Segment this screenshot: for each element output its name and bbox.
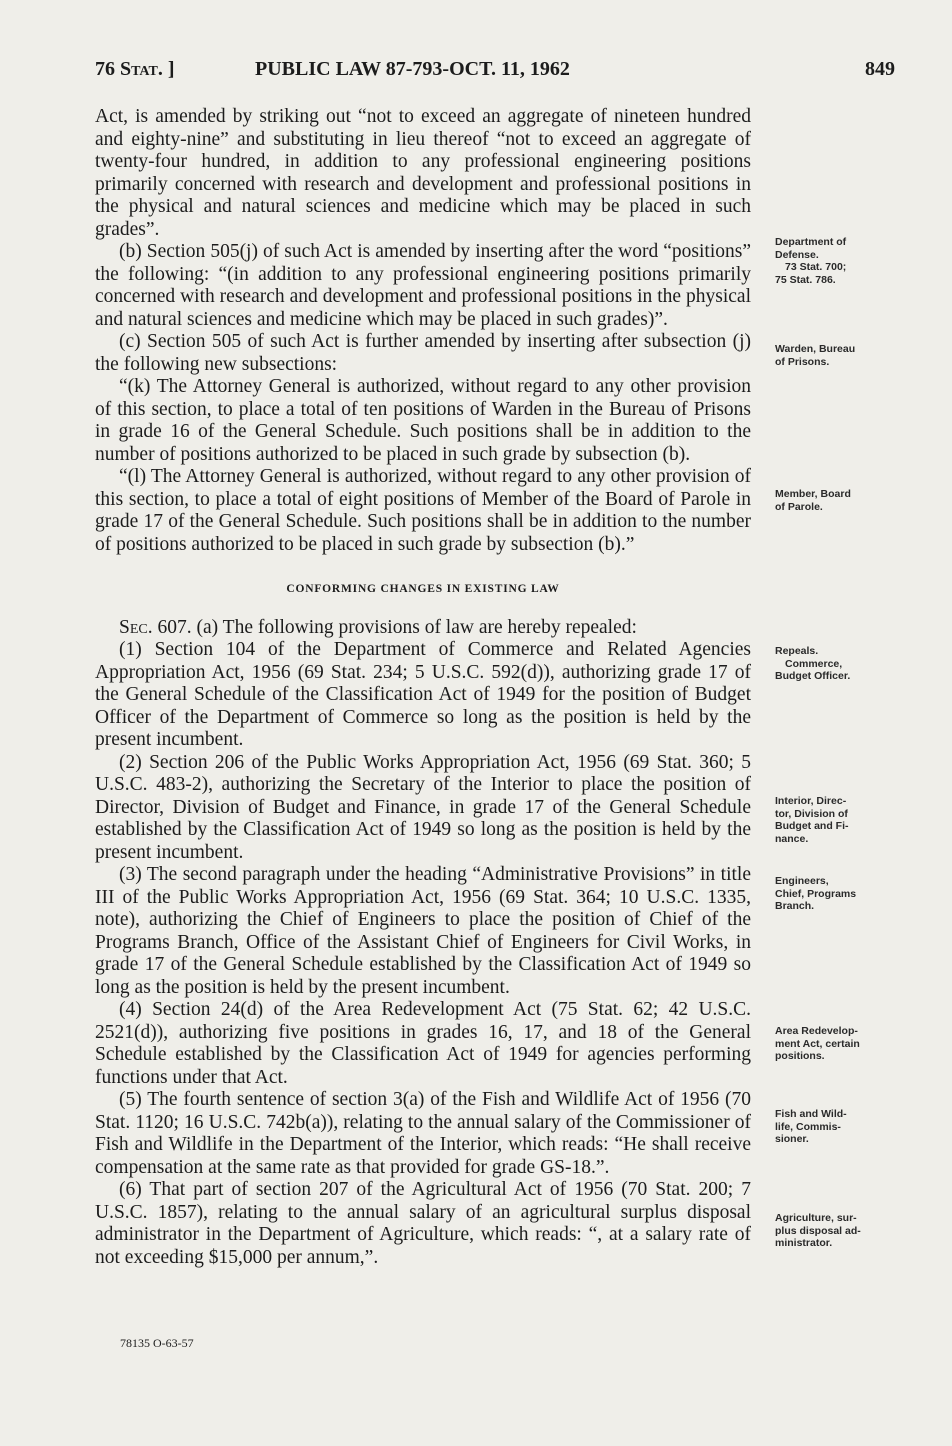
repeal-item-3: (3) The second paragraph under the heading “Administrative Provisions” in title III of the Public Works Appropriation Act, 1956 (69 Stat. 364; 10 U.S.C. 1335, note), authorizing the Chief of Engineers to place the position of Chief of the Programs Branch, Office of the Assistant Chief of Engineers for Civil Works, in grade 17 of the General Schedule established by the Classification Act of 1949 so long as the position is held by the present incumbent. (95, 864, 751, 998)
section-heading: CONFORMING CHANGES IN EXISTING LAW (286, 583, 560, 595)
margin-note-line: Department of (775, 236, 847, 248)
page-number: 849 (865, 58, 895, 80)
section-label: Sec. 607. (119, 616, 192, 638)
margin-note-fish-wildlife (775, 1108, 915, 1146)
margin-note-line: Chief, Programs (775, 887, 857, 900)
margin-note-interior (775, 795, 915, 845)
margin-note-line: tor, Division of (775, 807, 848, 820)
margin-note-line: of Prisons. (775, 355, 830, 368)
running-title: PUBLIC LAW 87-793-OCT. 11, 1962 (255, 58, 570, 80)
repeal-item-1: (1) Section 104 of the Department of Commerce and Related Agencies Appropriation Act, 1956 (69 Stat. 234; 5 U.S.C. 592(d)), authorizing grade 17 of the General Schedule of the Classification Act of 1949 for the position of Budget Officer of the Department of Commerce so long as the position is held by the present incumbent. (95, 639, 751, 750)
repeal-item-2: (2) Section 206 of the Public Works Appropriation Act, 1956 (69 Stat. 360; 5 U.S.C. 483-2), authorizing the Secretary of the Interior to place the position of Director, Division of Budget and Finance, in grade 17 of the General Schedule established by the Classification Act of 1949 so long as the position is held by the present incumbent. (95, 751, 751, 863)
print-code: 78135 O-63-57 (120, 1336, 194, 1350)
margin-note-line: nance. (775, 832, 809, 845)
margin-note-line: life, Commis- (775, 1120, 841, 1133)
margin-note-citation: 73 Stat. 700; (785, 261, 847, 273)
margin-note-line: ministrator. (775, 1237, 833, 1249)
margin-note-line: Agriculture, sur- (775, 1212, 857, 1224)
margin-note-warden (775, 343, 915, 368)
margin-note-defense (775, 236, 915, 286)
repeal-item-4: (4) Section 24(d) of the Area Redevelopment Act (75 Stat. 62; 42 U.S.C. 2521(d)), authorizing five positions in grades 16, 17, and 18 of the General Schedule established by the Classification Act of 1949 for agencies performing functions under that Act. (95, 999, 751, 1088)
margin-note-area-redevelopment (775, 1025, 915, 1063)
margin-note-agriculture (775, 1212, 915, 1250)
margin-note-line: Budget and Fi- (775, 820, 849, 832)
margin-note-line: Commerce, (785, 657, 843, 670)
margin-note-line: Member, Board (775, 488, 851, 500)
paragraph-subsection-l: “(l) The Attorney General is authorized, without regard to any other provision of this section, to place a total of eight positions of Member of the Board of Parole in grade 17 of the General Schedule. Such positions shall be in addition to the number of positions authorized to be placed in such grade by subsection (b).” (95, 466, 751, 555)
margin-note-line: Warden, Bureau (775, 343, 856, 355)
margin-note-parole (775, 488, 915, 513)
section-607-intro (95, 617, 751, 640)
margin-note-line: plus disposal ad- (775, 1224, 861, 1237)
page-header (95, 58, 895, 86)
repeal-item-6: (6) That part of section 207 of the Agricultural Act of 1956 (70 Stat. 200; 7 U.S.C. 1857), relating to the annual salary of an agricultural surplus disposal administrator in the Department of Agriculture, which reads: “, at a salary rate of not exceeding $15,000 per annum,”. (95, 1179, 751, 1268)
paragraph-subsection-k: “(k) The Attorney General is authorized, without regard to any other provision of this section, to place a total of ten positions of Warden in the Bureau of Prisons in grade 16 of the General Schedule. Such positions shall be in addition to the number of positions authorized to be placed in such grade by subsection (b). (95, 376, 751, 465)
margin-note-engineers (775, 875, 915, 913)
margin-note-line: Branch. (775, 900, 815, 912)
margin-note-line: positions. (775, 1050, 825, 1062)
paragraph-subsection-c: (c) Section 505 of such Act is further amended by inserting after subsection (j) the following new subsections: (95, 331, 751, 375)
margin-note-line: Budget Officer. (775, 670, 851, 682)
margin-note-line: Defense. (775, 248, 819, 261)
margin-note-line: Area Redevelop- (775, 1025, 858, 1037)
margin-note-line: Repeals. (775, 645, 819, 657)
margin-note-line: sioner. (775, 1133, 809, 1145)
main-text (95, 106, 751, 1269)
volume-citation: 76 Stat. ] (95, 58, 175, 80)
margin-note-line: of Parole. (775, 500, 823, 513)
margin-note-line: Interior, Direc- (775, 795, 847, 807)
section-607-text: (a) The following provisions of law are hereby repealed: (191, 616, 637, 638)
margin-note-line: ment Act, certain (775, 1037, 860, 1050)
paragraph-subsection-b: (b) Section 505(j) of such Act is amended by inserting after the word “positions” the following: “(in addition to any professional engineering positions primarily concerned with research and development and professional positions in the physical and natural sciences and medicine which may be placed in such grades)”. (95, 241, 751, 330)
paragraph-continuation: Act, is amended by striking out “not to exceed an aggregate of nineteen hundred and eighty-nine” and substituting in lieu thereof “not to exceed an aggregate of twenty-four hundred, in addition to any professional engineering positions primarily concerned with research and development and professional positions in the physical and natural sciences and medicine which may be placed in such grades”. (95, 106, 751, 240)
margin-note-citation: 75 Stat. 786. (775, 273, 836, 286)
margin-note-line: Engineers, (775, 875, 829, 887)
margin-note-repeals (775, 645, 915, 683)
margin-note-line: Fish and Wild- (775, 1108, 847, 1120)
repeal-item-5: (5) The fourth sentence of section 3(a) of the Fish and Wildlife Act of 1956 (70 Stat. 1120; 16 U.S.C. 742b(a)), relating to the annual salary of the Commissioner of Fish and Wildlife in the Department of the Interior, which reads: “He shall receive compensation at the same rate as that provided for grade GS-18.”. (95, 1089, 751, 1178)
